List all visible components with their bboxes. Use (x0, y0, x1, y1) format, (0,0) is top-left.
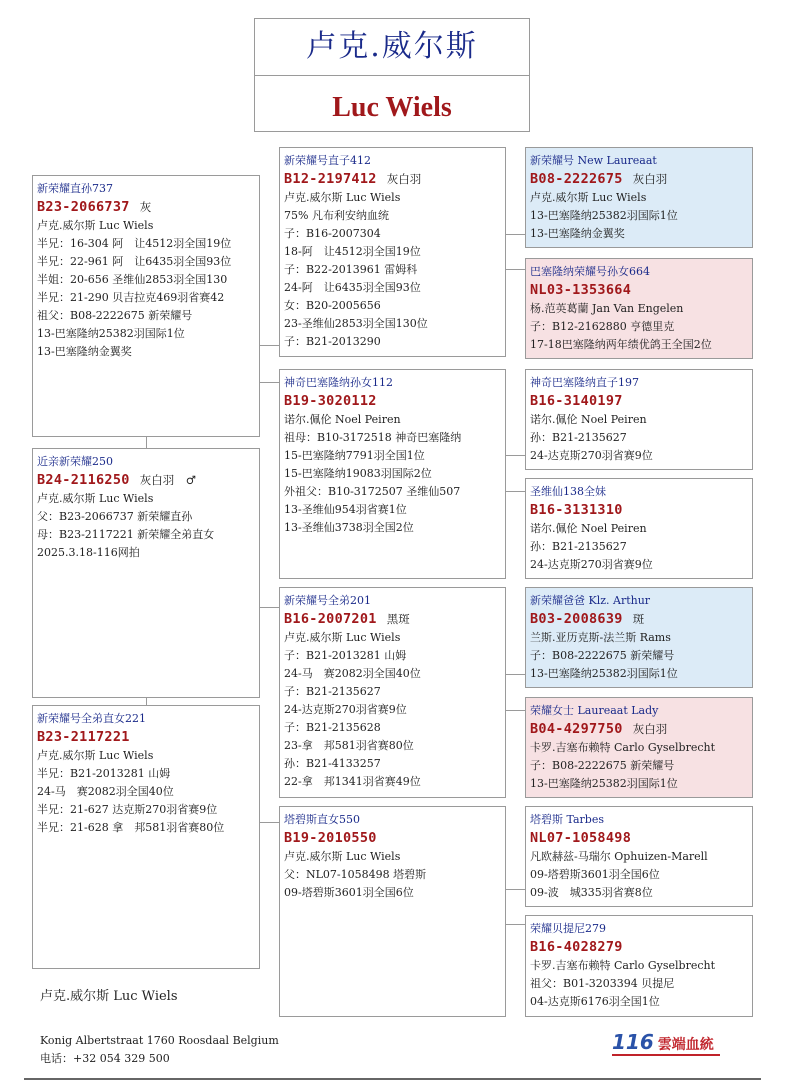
card-title: 圣维仙138全妹 (530, 485, 606, 498)
card-line: 13-巴塞隆纳金翼奖 (37, 345, 132, 358)
card-title: 塔碧斯直女550 (284, 813, 360, 826)
card-line: 04-达克斯6176羽全国1位 (530, 995, 660, 1008)
ring-number: B16-2007201 (284, 611, 377, 627)
connector-line (505, 710, 525, 711)
granddam-maternal-card (279, 806, 506, 1017)
card-line: 半兄：B21-2013281 山姆 (37, 767, 171, 780)
ring-number: B03-2008639 (530, 611, 623, 627)
card-line: 卢克.威尔斯 Luc Wiels (37, 492, 154, 505)
card-line: 诺尔.佩伦 Noel Peiren (530, 413, 647, 426)
card-line: 半兄：16-304 阿 让4512羽全国19位 (37, 237, 232, 250)
grandsire-maternal-card (279, 587, 506, 798)
card-line: 孙：B21-2135627 (530, 431, 627, 444)
card-line: 母：B23-2117221 新荣耀全弟直女 (37, 528, 215, 541)
card-title: 新荣耀号全弟201 (284, 594, 371, 607)
card-line: 75% 凡布利安纳血统 (284, 209, 389, 222)
great-grandparent-card-2 (525, 258, 753, 359)
card-line: 13-巴塞隆纳25382羽国际1位 (530, 667, 678, 680)
card-line: 子：B12-2162880 亨德里克 (530, 320, 675, 333)
card-line: 24-阿 让6435羽全国93位 (284, 281, 421, 294)
card-title: 新荣耀爸爸 Klz. Arthur (530, 594, 651, 607)
feather-color: 灰白羽 (386, 172, 422, 186)
card-line: 子：B21-2135628 (284, 721, 381, 734)
connector-line (259, 345, 279, 346)
footer-owner: 卢克.威尔斯 Luc Wiels (40, 989, 178, 1004)
card-title: 新荣耀直孙737 (37, 182, 113, 195)
card-line: 孙：B21-2135627 (530, 540, 627, 553)
card-title: 荣耀女士 Laureaat Lady (530, 704, 659, 717)
feather-color: 灰白羽 (632, 172, 668, 186)
card-line: 诺尔.佩伦 Noel Peiren (530, 522, 647, 535)
ring-number: B16-3140197 (530, 393, 623, 409)
card-line: 女：B20-2005656 (284, 299, 381, 312)
card-line: 24-达克斯270羽省赛9位 (530, 449, 653, 462)
footer-contact (40, 1032, 279, 1068)
card-title: 巴塞隆纳荣耀号孙女664 (530, 265, 650, 278)
bottom-rule (24, 1078, 761, 1080)
sire-card (32, 448, 260, 698)
card-line: 13-巴塞隆纳25382羽国际1位 (530, 777, 678, 790)
card-line: 24-达克斯270羽省赛9位 (284, 703, 407, 716)
card-line: 杨.范英葛蘭 Jan Van Engelen (530, 302, 684, 315)
card-line: 18-阿 让4512羽全国19位 (284, 245, 421, 258)
card-line: 父：NL07-1058498 塔碧斯 (284, 868, 427, 881)
card-title: 神奇巴塞隆纳孙女112 (284, 376, 393, 389)
connector-line (505, 924, 525, 925)
card-title: 近亲新荣耀250 (37, 455, 113, 468)
ring-number: B16-4028279 (530, 939, 623, 955)
card-line: 09-塔碧斯3601羽全国6位 (284, 886, 414, 899)
ring-number: NL07-1058498 (530, 830, 632, 846)
great-grandparent-card-8 (525, 915, 753, 1017)
connector-line (505, 269, 525, 270)
card-line: 卢克.威尔斯 Luc Wiels (530, 191, 647, 204)
card-line: 15-巴塞隆纳19083羽国际2位 (284, 467, 432, 480)
title-box (254, 18, 530, 132)
card-line: 祖父：B01-3203394 贝提尼 (530, 977, 675, 990)
card-line: 子：B21-2013281 山姆 (284, 649, 407, 662)
ring-number: B08-2222675 (530, 171, 623, 187)
connector-line (505, 889, 525, 890)
card-line: 子：B21-2135627 (284, 685, 381, 698)
card-line: 卢克.威尔斯 Luc Wiels (284, 850, 401, 863)
brand-logo (612, 1030, 714, 1054)
ring-number: B16-3131310 (530, 502, 623, 518)
connector-line (259, 607, 279, 608)
ring-number: B12-2197412 (284, 171, 377, 187)
card-line: 祖母：B10-3172518 神奇巴塞隆纳 (284, 431, 462, 444)
owner-name-en: Luc Wiels (332, 92, 452, 123)
great-grandparent-card-4 (525, 478, 753, 579)
card-title: 新荣耀号 New Laureaat (530, 154, 657, 167)
great-grandparent-card-7 (525, 806, 753, 907)
logo-number: 116 (612, 1030, 654, 1054)
card-line: 13-巴塞隆纳25382羽国际1位 (37, 327, 185, 340)
card-line: 半姐：20-656 圣维仙2853羽全国130 (37, 273, 228, 286)
card-title: 荣耀贝提尼279 (530, 922, 606, 935)
feather-color: 灰白羽 ♂ (139, 473, 197, 487)
ring-number: B23-2117221 (37, 729, 130, 745)
card-title: 新荣耀号全弟直女221 (37, 712, 146, 725)
owner-name-cn: 卢克.威尔斯 (255, 19, 529, 76)
card-line: 子：B08-2222675 新荣耀号 (530, 759, 675, 772)
card-line: 子：B16-2007304 (284, 227, 381, 240)
card-line: 13-圣维仙3738羽全国2位 (284, 521, 414, 534)
great-grandparent-card-5 (525, 587, 753, 688)
card-line: 孙：B21-4133257 (284, 757, 381, 770)
card-line: 半兄：21-627 达克斯270羽省赛9位 (37, 803, 218, 816)
ring-number: B19-2010550 (284, 830, 377, 846)
ring-number: NL03-1353664 (530, 282, 632, 298)
card-line: 子：B08-2222675 新荣耀号 (530, 649, 675, 662)
dam-card (32, 705, 260, 969)
footer-address: Konig Albertstraat 1760 Roosdaal Belgium (40, 1034, 279, 1047)
card-line: 卢克.威尔斯 Luc Wiels (37, 749, 154, 762)
feather-color: 灰白羽 (632, 722, 668, 736)
feather-color: 灰 (139, 200, 152, 214)
subject-card (32, 175, 260, 437)
card-title: 塔碧斯 Tarbes (530, 813, 604, 826)
great-grandparent-card-6 (525, 697, 753, 798)
card-line: 卡罗.吉塞布赖特 Carlo Gyselbrecht (530, 959, 716, 972)
footer-phone: 电话：+32 054 329 500 (40, 1052, 170, 1065)
card-line: 13-圣维仙954羽省赛1位 (284, 503, 407, 516)
connector-line (259, 382, 279, 383)
card-line: 2025.3.18-116网拍 (37, 546, 140, 559)
card-line: 子：B22-2013961 雷姆科 (284, 263, 418, 276)
card-line: 外祖父：B10-3172507 圣维仙507 (284, 485, 461, 498)
card-line: 23-拿 邦581羽省赛80位 (284, 739, 414, 752)
ring-number: B19-3020112 (284, 393, 377, 409)
card-line: 15-巴塞隆纳7791羽全国1位 (284, 449, 425, 462)
card-line: 卢克.威尔斯 Luc Wiels (284, 191, 401, 204)
card-line: 09-波 城335羽省赛8位 (530, 886, 653, 899)
card-line: 24-达克斯270羽省赛9位 (530, 558, 653, 571)
card-line: 兰斯.亚历克斯-法兰斯 Rams (530, 631, 671, 644)
card-line: 13-巴塞隆纳金翼奖 (530, 227, 625, 240)
logo-text: 雲端血統 (657, 1037, 714, 1053)
card-line: 23-圣维仙2853羽全国130位 (284, 317, 428, 330)
card-line: 22-拿 邦1341羽省赛49位 (284, 775, 421, 788)
card-line: 卢克.威尔斯 Luc Wiels (284, 631, 401, 644)
card-line: 半兄：21-628 拿 邦581羽省赛80位 (37, 821, 225, 834)
connector-line (505, 674, 525, 675)
card-line: 24-马 赛2082羽全国40位 (37, 785, 174, 798)
feather-color: 黑斑 (386, 612, 410, 626)
card-line: 诺尔.佩伦 Noel Peiren (284, 413, 401, 426)
card-line: 祖父：B08-2222675 新荣耀号 (37, 309, 193, 322)
logo-underline (612, 1054, 720, 1056)
card-line: 凡欧赫兹-马瑞尔 Ophuizen-Marell (530, 850, 708, 863)
connector-line (259, 822, 279, 823)
connector-line (505, 234, 525, 235)
card-line: 17-18巴塞隆纳两年绩优鸽王全国2位 (530, 338, 712, 351)
ring-number: B04-4297750 (530, 721, 623, 737)
card-line: 父：B23-2066737 新荣耀直孙 (37, 510, 193, 523)
great-grandparent-card-1 (525, 147, 753, 248)
connector-line (505, 491, 525, 492)
card-title: 神奇巴塞隆纳直子197 (530, 376, 639, 389)
card-line: 24-马 赛2082羽全国40位 (284, 667, 421, 680)
card-line: 13-巴塞隆纳25382羽国际1位 (530, 209, 678, 222)
card-line: 半兄：21-290 贝吉拉克469羽省赛42 (37, 291, 225, 304)
card-line: 卡罗.吉塞布赖特 Carlo Gyselbrecht (530, 741, 716, 754)
ring-number: B23-2066737 (37, 199, 130, 215)
card-line: 卢克.威尔斯 Luc Wiels (37, 219, 154, 232)
connector-line (505, 455, 525, 456)
card-line: 半兄：22-961 阿 让6435羽全国93位 (37, 255, 232, 268)
feather-color: 斑 (632, 612, 645, 626)
ring-number: B24-2116250 (37, 472, 130, 488)
card-title: 新荣耀号直子412 (284, 154, 371, 167)
granddam-paternal-card (279, 369, 506, 579)
grandsire-paternal-card (279, 147, 506, 357)
card-line: 子：B21-2013290 (284, 335, 381, 348)
great-grandparent-card-3 (525, 369, 753, 470)
card-line: 09-塔碧斯3601羽全国6位 (530, 868, 660, 881)
